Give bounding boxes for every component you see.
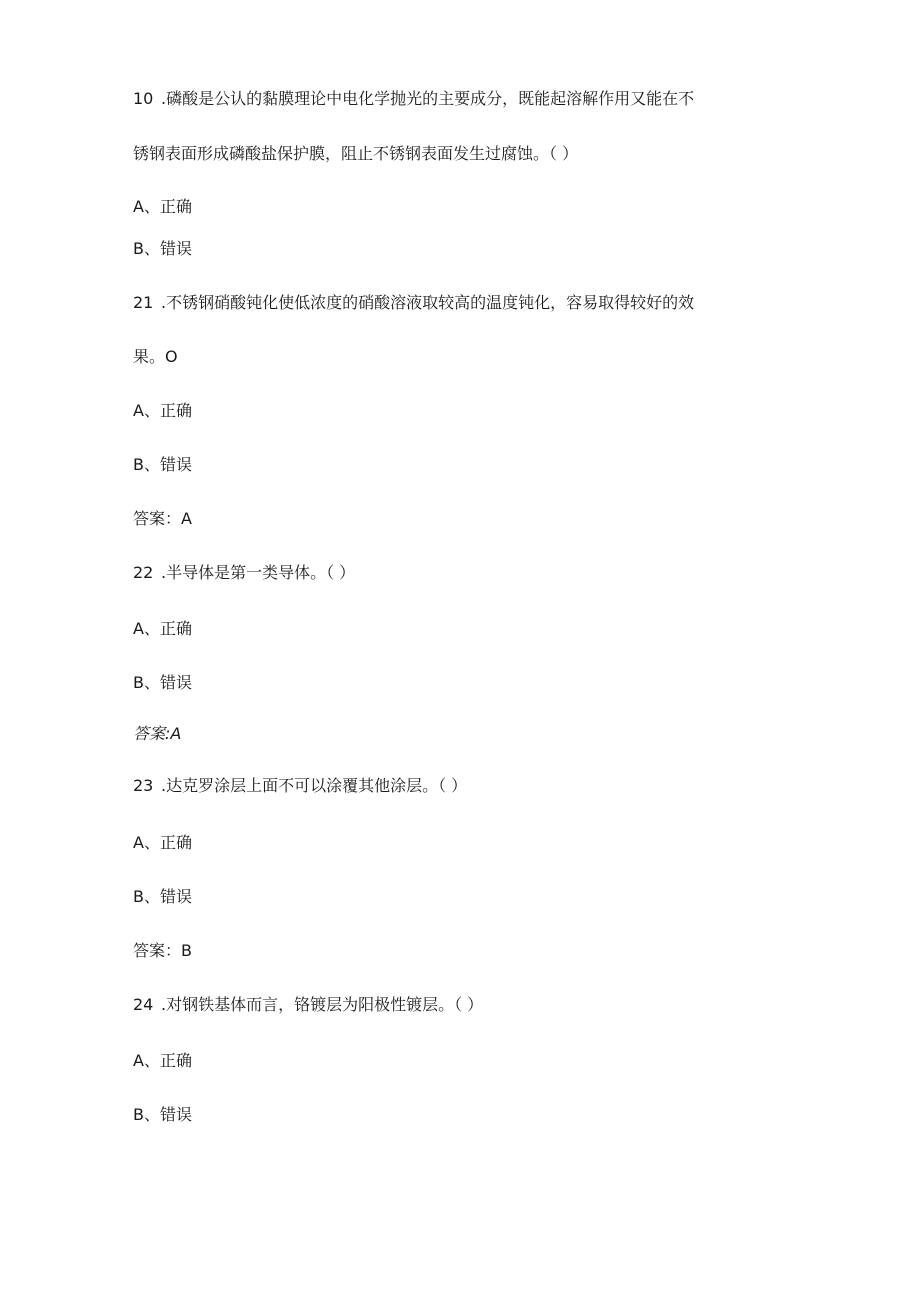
- question-10-option-a: A、正确: [133, 197, 192, 216]
- question-text: .达克罗涂层上面不可以涂覆其他涂层。（ ）: [161, 776, 468, 795]
- question-10-option-b: B、错误: [133, 239, 192, 258]
- question-24-option-b: B、错误: [133, 1105, 192, 1124]
- question-23-answer: 答案：B: [133, 941, 192, 960]
- question-21-option-b: B、错误: [133, 455, 192, 474]
- question-24-option-a: A、正确: [133, 1051, 192, 1070]
- question-23-option-b: B、错误: [133, 887, 192, 906]
- question-22-answer: 答案:A: [133, 724, 182, 743]
- question-22-line-1: [133, 563, 355, 583]
- question-22-option-b: B、错误: [133, 673, 192, 692]
- question-number: 21: [133, 293, 154, 312]
- question-24-line-1: [133, 995, 483, 1015]
- question-10-line-1: [133, 89, 694, 109]
- question-number: 24: [133, 995, 154, 1014]
- question-number: 23: [133, 776, 154, 795]
- question-text: .磷酸是公认的黏膜理论中电化学抛光的主要成分，既能起溶解作用又能在不: [161, 89, 695, 108]
- question-21-line-1: [133, 293, 694, 313]
- question-21-line-2: 果。O: [133, 347, 178, 366]
- question-23-option-a: A、正确: [133, 833, 192, 852]
- question-number: 22: [133, 563, 154, 582]
- question-text: .对钢铁基体而言，铬镀层为阳极性镀层。（ ）: [161, 995, 484, 1014]
- question-23-line-1: [133, 776, 467, 796]
- question-text: .不锈钢硝酸钝化使低浓度的硝酸溶液取较高的温度钝化，容易取得较好的效: [161, 293, 695, 312]
- question-number: 10: [133, 89, 154, 108]
- question-10-line-2: 锈钢表面形成磷酸盐保护膜，阻止不锈钢表面发生过腐蚀。（ ）: [133, 144, 579, 163]
- question-22-option-a: A、正确: [133, 619, 192, 638]
- question-21-answer: 答案：A: [133, 509, 192, 528]
- question-21-option-a: A、正确: [133, 401, 192, 420]
- question-text: .半导体是第一类导体。（ ）: [161, 563, 356, 582]
